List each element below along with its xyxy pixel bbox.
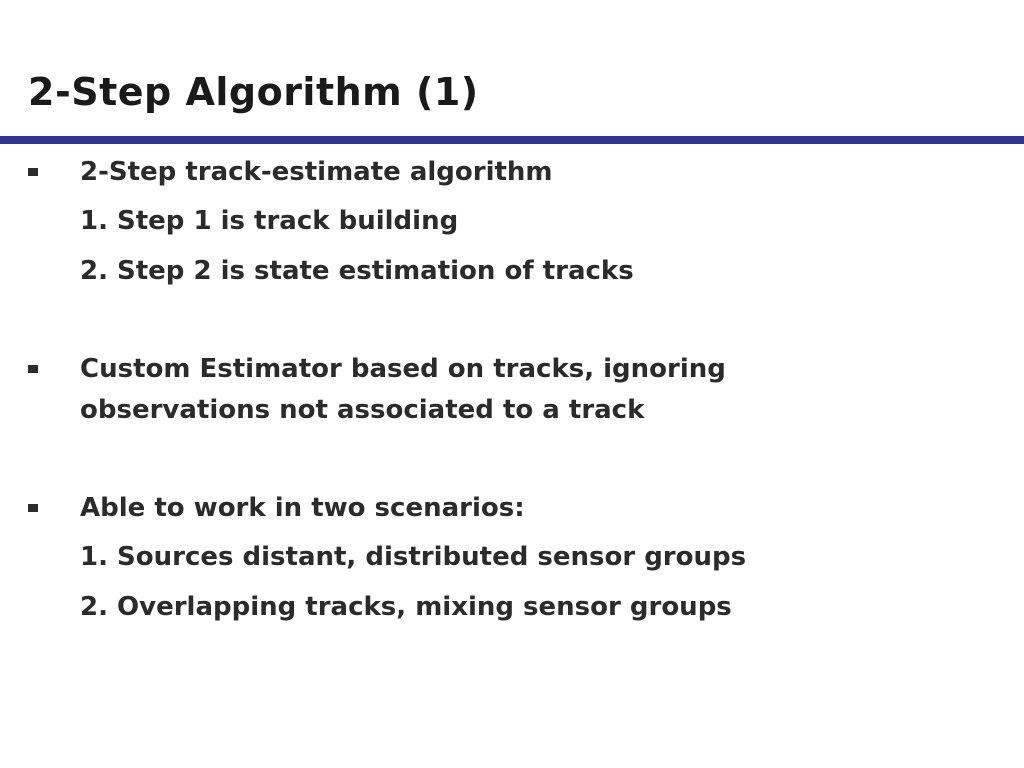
bullet-marker xyxy=(28,365,38,373)
sub-item: 1. Sources distant, distributed sensor groups xyxy=(80,542,747,572)
bullet-text: Custom Estimator based on tracks, ignoring xyxy=(80,354,726,384)
slide-title: 2-Step Algorithm (1) xyxy=(28,70,479,114)
bullet-text: 2-Step track-estimate algorithm xyxy=(80,157,553,187)
bullet-marker xyxy=(28,168,38,176)
sub-item: 2. Overlapping tracks, mixing sensor groups xyxy=(80,592,732,622)
bullet-marker xyxy=(28,504,38,512)
sub-item: 1. Step 1 is track building xyxy=(80,206,459,236)
title-divider xyxy=(0,136,1024,144)
bullet-text-continuation: observations not associated to a track xyxy=(80,395,645,425)
bullet-text: Able to work in two scenarios: xyxy=(80,493,525,523)
sub-item: 2. Step 2 is state estimation of tracks xyxy=(80,256,634,286)
